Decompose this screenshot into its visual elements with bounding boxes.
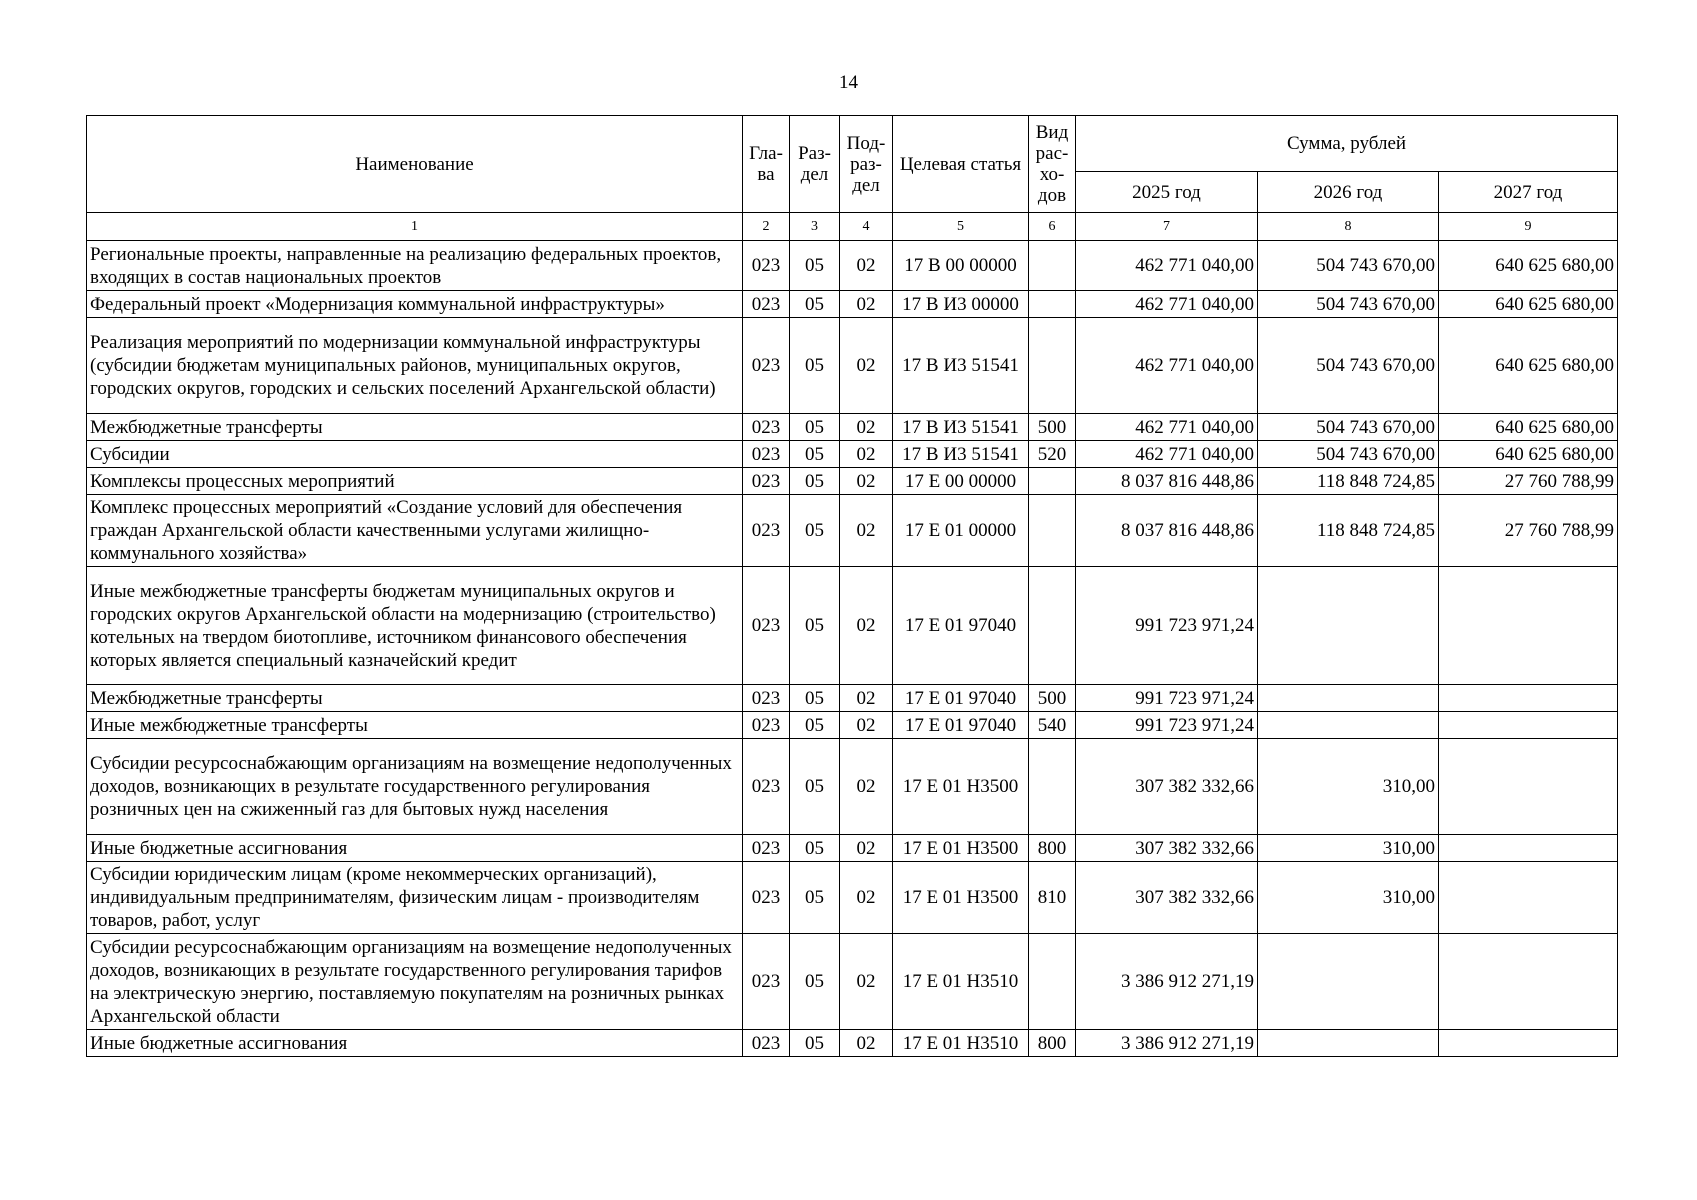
- row-podrazdel: 02: [840, 712, 893, 739]
- row-name: Межбюджетные трансферты: [87, 414, 743, 441]
- row-razdel: 05: [790, 835, 840, 862]
- row-sum-2026: 504 743 670,00: [1258, 414, 1439, 441]
- row-sum-2027: 640 625 680,00: [1439, 318, 1618, 414]
- table-row: [87, 835, 1618, 862]
- row-sum-2026: [1258, 685, 1439, 712]
- row-podrazdel: 02: [840, 318, 893, 414]
- row-sum-2026: 118 848 724,85: [1258, 495, 1439, 567]
- row-razdel: 05: [790, 739, 840, 835]
- row-name: Иные межбюджетные трансферты: [87, 712, 743, 739]
- row-sum-2026: 504 743 670,00: [1258, 241, 1439, 291]
- row-sum-2026: [1258, 1030, 1439, 1057]
- table-row: [87, 441, 1618, 468]
- row-podrazdel: 02: [840, 739, 893, 835]
- row-glava: 023: [743, 862, 790, 934]
- row-razdel: 05: [790, 685, 840, 712]
- row-statya: 17 Е 01 Н3500: [893, 739, 1029, 835]
- row-razdel: 05: [790, 414, 840, 441]
- row-glava: 023: [743, 567, 790, 685]
- row-podrazdel: 02: [840, 441, 893, 468]
- row-sum-2025: 307 382 332,66: [1076, 862, 1258, 934]
- row-name: Комплексы процессных мероприятий: [87, 468, 743, 495]
- row-sum-2027: [1439, 862, 1618, 934]
- row-glava: 023: [743, 1030, 790, 1057]
- table-row: [87, 414, 1618, 441]
- header-vid: Вид рас-хо-дов: [1029, 116, 1076, 213]
- table-row: [87, 291, 1618, 318]
- row-name: Субсидии ресурсоснабжающим организациям на возмещение недополученных доходов, возникающих в результате государственного регулирования тарифов на электрическую энергию, поставляемую покупателям на розничных рынках Архангельской области: [87, 934, 743, 1030]
- row-razdel: 05: [790, 712, 840, 739]
- table-body: [87, 241, 1618, 1057]
- row-sum-2026: 310,00: [1258, 739, 1439, 835]
- row-podrazdel: 02: [840, 934, 893, 1030]
- row-glava: 023: [743, 468, 790, 495]
- row-podrazdel: 02: [840, 567, 893, 685]
- header-razdel: Раз-дел: [790, 116, 840, 213]
- row-razdel: 05: [790, 318, 840, 414]
- row-vid: 540: [1029, 712, 1076, 739]
- table-row: [87, 739, 1618, 835]
- row-statya: 17 В И3 51541: [893, 441, 1029, 468]
- row-sum-2026: 504 743 670,00: [1258, 441, 1439, 468]
- row-podrazdel: 02: [840, 685, 893, 712]
- row-razdel: 05: [790, 567, 840, 685]
- row-statya: 17 Е 01 Н3510: [893, 1030, 1029, 1057]
- row-sum-2025: 991 723 971,24: [1076, 685, 1258, 712]
- row-statya: 17 В 00 00000: [893, 241, 1029, 291]
- row-vid: [1029, 495, 1076, 567]
- row-statya: 17 Е 01 Н3510: [893, 934, 1029, 1030]
- row-sum-2027: 640 625 680,00: [1439, 441, 1618, 468]
- row-statya: 17 В И3 51541: [893, 414, 1029, 441]
- header-year-2027: 2027 год: [1439, 172, 1618, 213]
- row-vid: 520: [1029, 441, 1076, 468]
- row-sum-2027: [1439, 685, 1618, 712]
- row-podrazdel: 02: [840, 862, 893, 934]
- row-podrazdel: 02: [840, 1030, 893, 1057]
- column-number: 3: [790, 213, 840, 241]
- row-name: Реализация мероприятий по модернизации коммунальной инфраструктуры (субсидии бюджетам муниципальных районов, муниципальных округов, городских округов, городских и сельских поселений Архангельской области): [87, 318, 743, 414]
- table-row: [87, 468, 1618, 495]
- row-statya: 17 Е 00 00000: [893, 468, 1029, 495]
- row-sum-2027: 640 625 680,00: [1439, 414, 1618, 441]
- row-sum-2027: [1439, 567, 1618, 685]
- table-row: [87, 862, 1618, 934]
- row-name: Федеральный проект «Модернизация коммунальной инфраструктуры»: [87, 291, 743, 318]
- row-statya: 17 Е 01 00000: [893, 495, 1029, 567]
- row-razdel: 05: [790, 241, 840, 291]
- row-razdel: 05: [790, 291, 840, 318]
- row-sum-2026: [1258, 712, 1439, 739]
- row-glava: 023: [743, 318, 790, 414]
- row-vid: [1029, 934, 1076, 1030]
- row-sum-2026: [1258, 934, 1439, 1030]
- column-number: 7: [1076, 213, 1258, 241]
- row-glava: 023: [743, 441, 790, 468]
- row-sum-2025: 8 037 816 448,86: [1076, 495, 1258, 567]
- row-statya: 17 Е 01 Н3500: [893, 862, 1029, 934]
- row-sum-2027: 640 625 680,00: [1439, 291, 1618, 318]
- column-number: 4: [840, 213, 893, 241]
- row-podrazdel: 02: [840, 495, 893, 567]
- row-sum-2027: [1439, 712, 1618, 739]
- row-glava: 023: [743, 934, 790, 1030]
- row-sum-2027: [1439, 835, 1618, 862]
- header-statya: Целевая статья: [893, 116, 1029, 213]
- column-number: 9: [1439, 213, 1618, 241]
- row-sum-2025: 462 771 040,00: [1076, 241, 1258, 291]
- header-summa: Сумма, рублей: [1076, 116, 1618, 172]
- row-statya: 17 Е 01 97040: [893, 567, 1029, 685]
- header-glava: Гла-ва: [743, 116, 790, 213]
- header-name: Наименование: [87, 116, 743, 213]
- row-glava: 023: [743, 291, 790, 318]
- row-sum-2025: 991 723 971,24: [1076, 712, 1258, 739]
- row-statya: 17 В И3 00000: [893, 291, 1029, 318]
- row-statya: 17 Е 01 97040: [893, 712, 1029, 739]
- row-sum-2026: 310,00: [1258, 835, 1439, 862]
- row-sum-2025: 462 771 040,00: [1076, 441, 1258, 468]
- table-row: [87, 712, 1618, 739]
- row-sum-2027: 640 625 680,00: [1439, 241, 1618, 291]
- row-razdel: 05: [790, 862, 840, 934]
- row-sum-2025: 307 382 332,66: [1076, 835, 1258, 862]
- row-sum-2026: [1258, 567, 1439, 685]
- table-row: [87, 241, 1618, 291]
- row-glava: 023: [743, 712, 790, 739]
- row-sum-2026: 310,00: [1258, 862, 1439, 934]
- row-name: Иные бюджетные ассигнования: [87, 835, 743, 862]
- row-podrazdel: 02: [840, 835, 893, 862]
- page-number: 14: [839, 72, 858, 93]
- column-number: 8: [1258, 213, 1439, 241]
- table-row: [87, 318, 1618, 414]
- row-razdel: 05: [790, 934, 840, 1030]
- row-sum-2025: 3 386 912 271,19: [1076, 1030, 1258, 1057]
- column-number-row: [87, 213, 1618, 241]
- row-glava: 023: [743, 835, 790, 862]
- table-row: [87, 934, 1618, 1030]
- row-razdel: 05: [790, 1030, 840, 1057]
- row-vid: [1029, 291, 1076, 318]
- row-sum-2025: 307 382 332,66: [1076, 739, 1258, 835]
- row-name: Иные бюджетные ассигнования: [87, 1030, 743, 1057]
- row-statya: 17 Е 01 Н3500: [893, 835, 1029, 862]
- column-number: 1: [87, 213, 743, 241]
- row-sum-2025: 991 723 971,24: [1076, 567, 1258, 685]
- row-name: Субсидии: [87, 441, 743, 468]
- row-sum-2025: 462 771 040,00: [1076, 414, 1258, 441]
- row-vid: [1029, 468, 1076, 495]
- row-vid: 500: [1029, 414, 1076, 441]
- row-name: Субсидии ресурсоснабжающим организациям на возмещение недополученных доходов, возникающих в результате государственного регулирования розничных цен на сжиженный газ для бытовых нужд населения: [87, 739, 743, 835]
- row-sum-2026: 504 743 670,00: [1258, 318, 1439, 414]
- header-year-2025: 2025 год: [1076, 172, 1258, 213]
- row-vid: [1029, 739, 1076, 835]
- row-sum-2025: 462 771 040,00: [1076, 318, 1258, 414]
- row-sum-2025: 462 771 040,00: [1076, 291, 1258, 318]
- table-row: [87, 495, 1618, 567]
- row-statya: 17 Е 01 97040: [893, 685, 1029, 712]
- row-name: Субсидии юридическим лицам (кроме некоммерческих организаций), индивидуальным предпринимателям, физическим лицам - производителям товаров, работ, услуг: [87, 862, 743, 934]
- budget-table: [86, 115, 1618, 1057]
- row-name: Комплекс процессных мероприятий «Создание условий для обеспечения граждан Архангельской области качественными услугами жилищно-коммунального хозяйства»: [87, 495, 743, 567]
- row-vid: [1029, 318, 1076, 414]
- row-vid: [1029, 241, 1076, 291]
- row-sum-2027: [1439, 739, 1618, 835]
- column-number: 6: [1029, 213, 1076, 241]
- row-glava: 023: [743, 685, 790, 712]
- row-glava: 023: [743, 414, 790, 441]
- row-razdel: 05: [790, 468, 840, 495]
- row-glava: 023: [743, 739, 790, 835]
- row-statya: 17 В И3 51541: [893, 318, 1029, 414]
- row-razdel: 05: [790, 495, 840, 567]
- column-number: 2: [743, 213, 790, 241]
- row-sum-2027: [1439, 1030, 1618, 1057]
- header-podrazdel: Под-раз-дел: [840, 116, 893, 213]
- row-sum-2025: 3 386 912 271,19: [1076, 934, 1258, 1030]
- row-vid: 810: [1029, 862, 1076, 934]
- row-sum-2027: 27 760 788,99: [1439, 495, 1618, 567]
- row-podrazdel: 02: [840, 414, 893, 441]
- row-sum-2027: [1439, 934, 1618, 1030]
- row-name: Иные межбюджетные трансферты бюджетам муниципальных округов и городских округов Архангельской области на модернизацию (строительство) котельных на твердом биотопливе, источником финансового обеспечения которых является специальный казначейский кредит: [87, 567, 743, 685]
- row-sum-2026: 504 743 670,00: [1258, 291, 1439, 318]
- row-vid: 800: [1029, 835, 1076, 862]
- column-number: 5: [893, 213, 1029, 241]
- header-year-2026: 2026 год: [1258, 172, 1439, 213]
- row-sum-2026: 118 848 724,85: [1258, 468, 1439, 495]
- row-sum-2025: 8 037 816 448,86: [1076, 468, 1258, 495]
- row-razdel: 05: [790, 441, 840, 468]
- row-podrazdel: 02: [840, 468, 893, 495]
- row-podrazdel: 02: [840, 291, 893, 318]
- row-name: Региональные проекты, направленные на реализацию федеральных проектов, входящих в состав национальных проектов: [87, 241, 743, 291]
- row-sum-2027: 27 760 788,99: [1439, 468, 1618, 495]
- row-vid: [1029, 567, 1076, 685]
- row-podrazdel: 02: [840, 241, 893, 291]
- row-glava: 023: [743, 241, 790, 291]
- row-name: Межбюджетные трансферты: [87, 685, 743, 712]
- table-row: [87, 685, 1618, 712]
- row-vid: 800: [1029, 1030, 1076, 1057]
- row-vid: 500: [1029, 685, 1076, 712]
- row-glava: 023: [743, 495, 790, 567]
- table-row: [87, 1030, 1618, 1057]
- table-row: [87, 567, 1618, 685]
